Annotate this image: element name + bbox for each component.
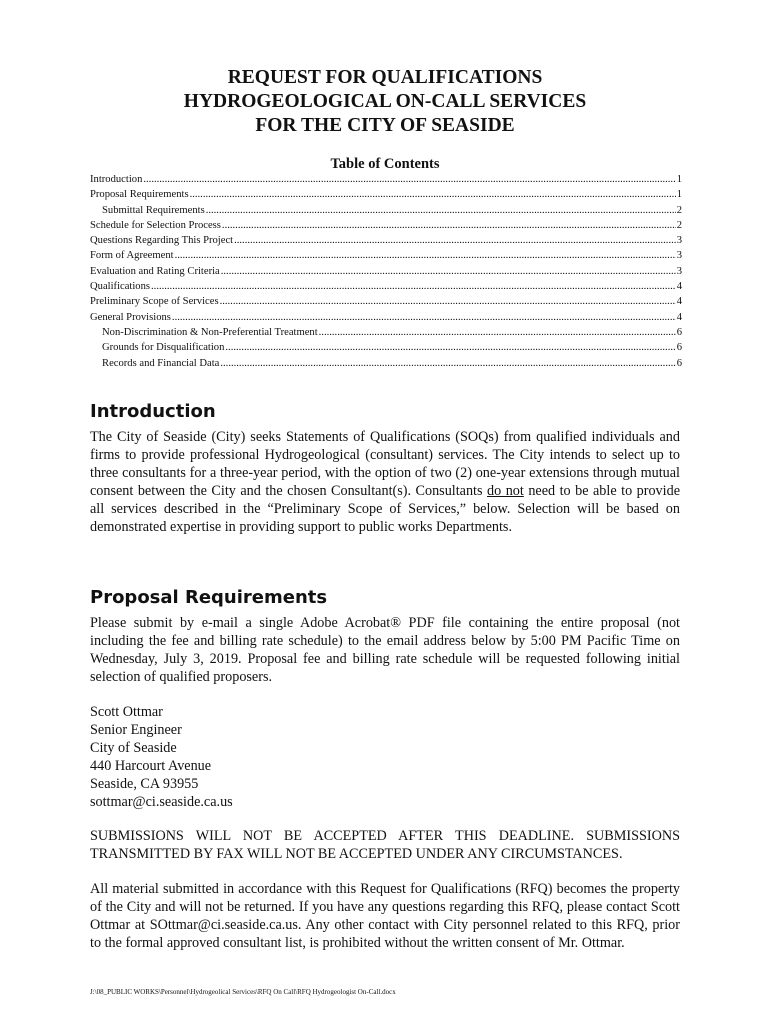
toc-entry-label: Submittal Requirements: [102, 204, 205, 216]
proposal-paragraph: Please submit by e-mail a single Adobe Acrobat® PDF file containing the entire proposal (not including the fee and billing rate schedule) to the email address below by 5:00 PM Pacific Time on Wednesday, July 3, 2019. Proposal fee and billing rate schedule will be requested following initial selection of qualified proposers.: [90, 615, 680, 685]
toc-entry-page: 6: [676, 326, 682, 338]
toc-entry-page: 3: [676, 250, 682, 262]
toc-entry-page: 4: [676, 281, 682, 293]
toc-leader-dots: [221, 264, 676, 279]
toc-entry-page: 3: [676, 235, 682, 247]
contact-organization: City of Seaside: [90, 740, 177, 756]
toc-entry-label: Records and Financial Data: [102, 357, 220, 369]
contact-city: Seaside, CA 93955: [90, 776, 199, 792]
toc-entry-page: 1: [676, 174, 682, 185]
toc-entry-form-of-agreement[interactable]: [90, 248, 682, 263]
toc-entry-scope[interactable]: [90, 294, 682, 309]
toc-entry-label: Preliminary Scope of Services: [90, 296, 219, 308]
toc-entry-page: 4: [676, 311, 682, 323]
toc-entry-evaluation[interactable]: [90, 264, 682, 279]
introduction-heading: Introduction: [90, 401, 216, 422]
toc-entry-general-provisions[interactable]: [90, 310, 682, 325]
toc-entry-records[interactable]: [90, 356, 682, 371]
toc-entry-label: Proposal Requirements: [90, 189, 189, 201]
toc-entry-page: 4: [676, 296, 682, 308]
toc-entry-non-discrimination[interactable]: [90, 325, 682, 340]
toc-leader-dots: [234, 233, 676, 248]
toc-leader-dots: [172, 310, 676, 325]
toc-leader-dots: [190, 187, 676, 202]
toc-entry-introduction[interactable]: [90, 172, 682, 187]
introduction-paragraph: [90, 428, 680, 536]
toc-entry-label: General Provisions: [90, 311, 171, 323]
toc-leader-dots: [222, 218, 676, 233]
toc-entry-page: 2: [676, 219, 682, 231]
table-of-contents: [90, 172, 682, 371]
toc-entry-label: Introduction: [90, 174, 143, 185]
toc-entry-label: Form of Agreement: [90, 250, 174, 262]
title-line-2: HYDROGEOLOGICAL ON-CALL SERVICES: [183, 91, 587, 112]
contact-block: [90, 703, 233, 811]
toc-entry-label: Qualifications: [90, 281, 151, 293]
document-title: [0, 66, 770, 138]
toc-heading: Table of Contents: [330, 156, 440, 172]
toc-entry-disqualification[interactable]: [90, 340, 682, 355]
toc-leader-dots: [220, 356, 675, 371]
toc-leader-dots: [206, 203, 676, 218]
contact-position: Senior Engineer: [90, 722, 182, 738]
toc-entry-page: 6: [676, 357, 682, 369]
contact-street: 440 Harcourt Avenue: [90, 758, 212, 774]
toc-entry-qualifications[interactable]: [90, 279, 682, 294]
introduction-text-end: need to be able to provide all services described in the “Preliminary Scope of Services,” below. Selection will be based on demonstrated expertise in providing support to public works Departments.: [90, 483, 680, 535]
introduction-emphasis: do not: [487, 483, 524, 499]
footer-file-path: J:\08_PUBLIC WORKS\Personnel\Hydrogeolical Services\RFQ On Call\RFQ Hydrogeologist On-Call.docx: [90, 988, 396, 996]
toc-entry-page: 3: [676, 265, 682, 277]
introduction-text-start: The City of Seaside (City) seeks Statements of Qualifications (SOQs) from qualified individuals and firms to provide professional Hydrogeological (consultant) services. The City intends to select up to three consultants for a three-year period, with the option of two (2) one-year extensions through mutual consent between the City and the chosen Consultant(s). Consultants: [90, 429, 680, 499]
contact-name: Scott Ottmar: [90, 704, 163, 720]
title-line-3: FOR THE CITY OF SEASIDE: [255, 115, 515, 136]
toc-entry-label: Grounds for Disqualification: [102, 342, 225, 354]
toc-entry-page: 1: [676, 189, 682, 201]
toc-leader-dots: [151, 279, 676, 294]
toc-entry-questions[interactable]: [90, 233, 682, 248]
toc-entry-label: Non-Discrimination & Non-Preferential Treatment: [102, 326, 318, 338]
toc-leader-dots: [143, 172, 675, 187]
material-paragraph: All material submitted in accordance with this Request for Qualifications (RFQ) becomes the property of the City and will not be returned. If you have any questions regarding this RFQ, please contact Scott Ottmar at SOttmar@ci.seaside.ca.us. Any other contact with City personnel related to this RFQ, prior to the formal approved consultant list, is prohibited without the written consent of Mr. Ottmar.: [90, 881, 680, 951]
toc-entry-label: Evaluation and Rating Criteria: [90, 265, 220, 277]
toc-entry-label: Questions Regarding This Project: [90, 235, 234, 247]
proposal-heading: Proposal Requirements: [90, 587, 328, 608]
toc-entry-submittal-requirements[interactable]: [90, 203, 682, 218]
toc-entry-proposal-requirements[interactable]: [90, 187, 682, 202]
toc-entry-page: 2: [676, 204, 682, 216]
toc-leader-dots: [319, 325, 676, 340]
contact-email[interactable]: sottmar@ci.seaside.ca.us: [90, 794, 233, 810]
title-line-1: REQUEST FOR QUALIFICATIONS: [227, 67, 543, 88]
toc-leader-dots: [225, 340, 675, 355]
toc-entry-schedule[interactable]: [90, 218, 682, 233]
toc-entry-label: Schedule for Selection Process: [90, 219, 221, 231]
toc-leader-dots: [220, 294, 676, 309]
deadline-notice: SUBMISSIONS WILL NOT BE ACCEPTED AFTER THIS DEADLINE. SUBMISSIONS TRANSMITTED BY FAX WILL NOT BE ACCEPTED UNDER ANY CIRCUMSTANCES.: [90, 828, 680, 862]
toc-leader-dots: [175, 248, 676, 263]
toc-entry-page: 6: [676, 342, 682, 354]
